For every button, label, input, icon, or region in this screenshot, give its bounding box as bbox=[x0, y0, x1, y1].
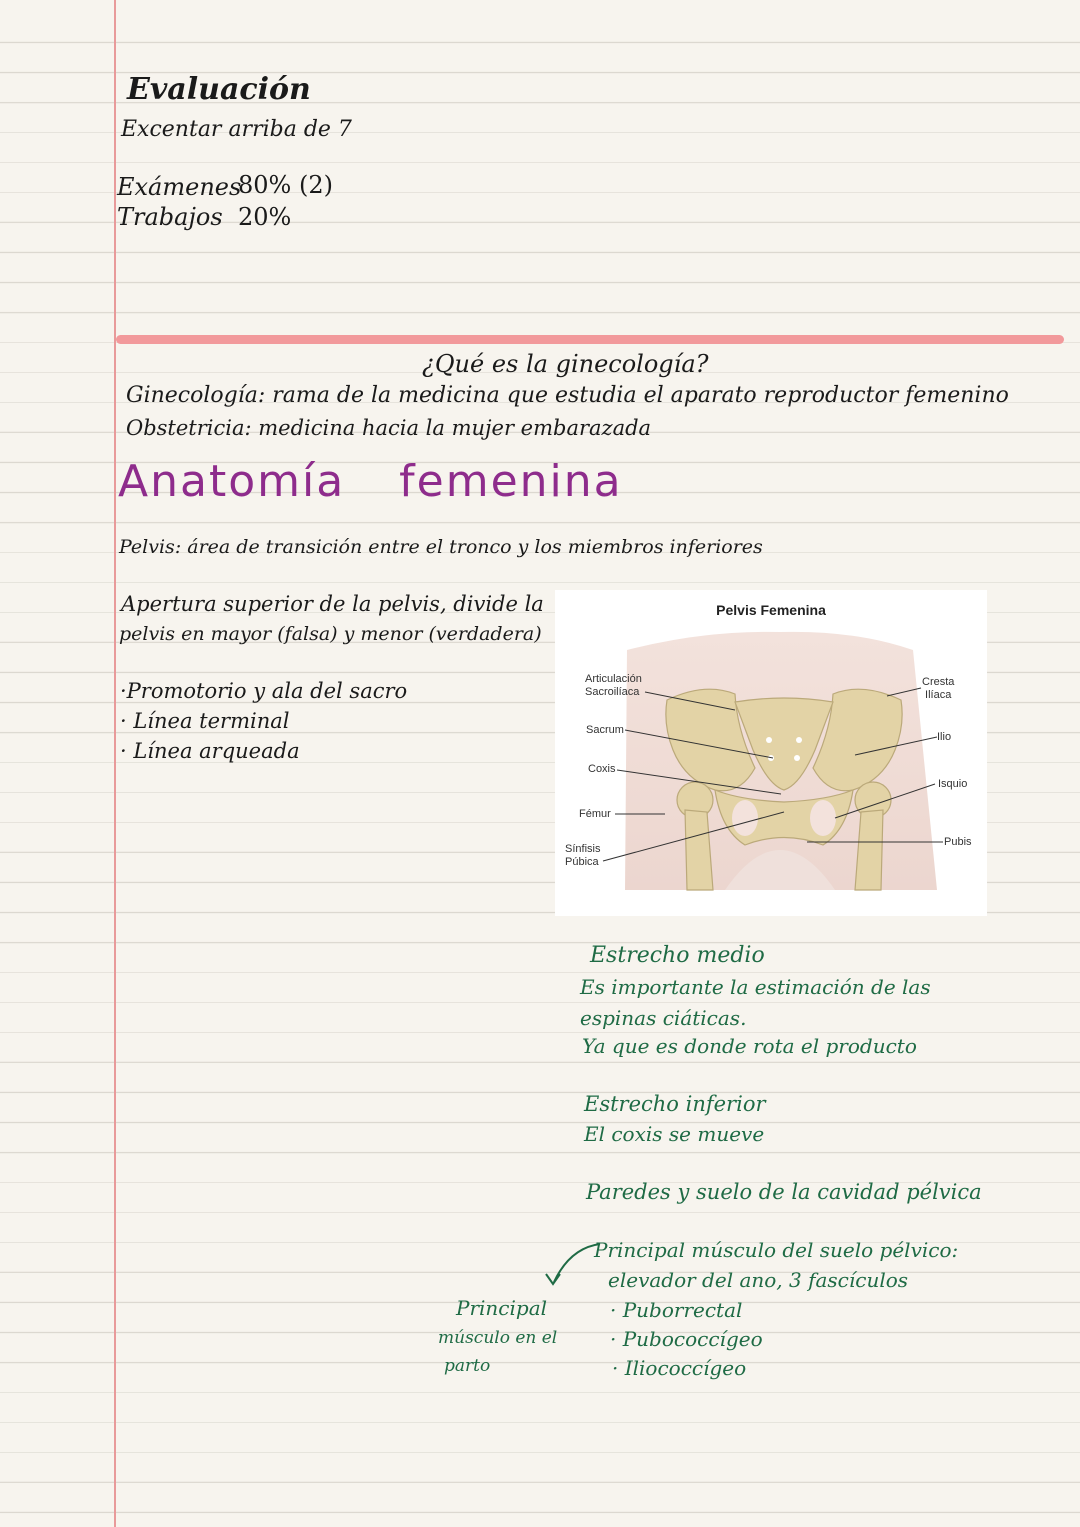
label-sacrum: Sacrum bbox=[586, 724, 624, 736]
apertura-line-1: Apertura superior de la pelvis, divide la bbox=[121, 592, 544, 616]
estrecho-medio-line-1: Es importante la estimación de las bbox=[580, 975, 931, 999]
anatomia-title-word2: femenina bbox=[399, 456, 623, 507]
label-pubis: Pubis bbox=[944, 836, 972, 848]
estrecho-medio-line-2: espinas ciáticas. bbox=[580, 1006, 747, 1030]
principal-musculo-line-2: elevador del ano, 3 fascículos bbox=[608, 1268, 909, 1292]
bullet-linea-arqueada: · Línea arqueada bbox=[120, 739, 300, 763]
pelvis-figure bbox=[555, 590, 987, 916]
label-coxis: Coxis bbox=[588, 763, 616, 775]
paredes-title: Paredes y suelo de la cavidad pélvica bbox=[586, 1180, 982, 1204]
exentar-note: Excentar arriba de 7 bbox=[121, 117, 352, 142]
obstetricia-definition: Obstetricia: medicina hacia la mujer embarazada bbox=[126, 416, 652, 440]
bullet-promontorio: ·Promotorio y ala del sacro bbox=[120, 679, 408, 703]
label-ilio: Ilio bbox=[937, 731, 952, 743]
trabajos-label: Trabajos bbox=[117, 203, 223, 231]
fasciculo-puborrectal: · Puborrectal bbox=[610, 1298, 743, 1322]
figure-title: Pelvis Femenina bbox=[716, 602, 826, 618]
examenes-value: 80% (2) bbox=[238, 171, 333, 199]
bullet-linea-terminal: · Línea terminal bbox=[120, 709, 290, 733]
estrecho-inferior-title: Estrecho inferior bbox=[584, 1092, 766, 1116]
principal-musculo-line-1: Principal músculo del suelo pélvico: bbox=[594, 1238, 959, 1262]
ginecologia-definition: Ginecología: rama de la medicina que estudia el aparato reproductor femenino bbox=[126, 383, 1009, 408]
anatomia-title-word1: Anatomía bbox=[118, 456, 346, 507]
side-note-line-3: parto bbox=[444, 1356, 491, 1376]
section-divider bbox=[116, 335, 1064, 344]
estrecho-medio-line-3: Ya que es donde rota el producto bbox=[582, 1034, 917, 1058]
evaluacion-heading: Evaluación bbox=[127, 72, 311, 107]
apertura-line-2: pelvis en mayor (falsa) y menor (verdadera) bbox=[119, 623, 542, 645]
side-note-line-1: Principal bbox=[456, 1296, 548, 1320]
anatomia-title bbox=[118, 456, 623, 507]
estrecho-medio-title: Estrecho medio bbox=[590, 943, 765, 968]
label-femur: Fémur bbox=[579, 808, 611, 820]
label-sinfisis-pubica: Sínfisis Púbica bbox=[565, 843, 601, 868]
estrecho-inferior-line-1: El coxis se mueve bbox=[584, 1122, 765, 1146]
examenes-label: Exámenes bbox=[117, 173, 242, 201]
pelvis-definition: Pelvis: área de transición entre el tronco y los miembros inferiores bbox=[119, 536, 763, 558]
pelvis-illustration bbox=[555, 590, 987, 916]
question-heading: ¿Qué es la ginecología? bbox=[422, 350, 709, 378]
label-articulacion-sacroiliaca: Articulación Sacroilíaca bbox=[585, 673, 642, 698]
side-note-line-2: músculo en el bbox=[438, 1328, 558, 1348]
label-isquio: Isquio bbox=[938, 778, 968, 790]
margin-line bbox=[114, 0, 116, 1527]
label-cresta-iliaca: Cresta Ilíaca bbox=[922, 676, 955, 701]
trabajos-value: 20% bbox=[238, 203, 292, 231]
fasciculo-iliococcigeo: · Iliococcígeo bbox=[612, 1356, 747, 1380]
fasciculo-pubococcigeo: · Pubococcígeo bbox=[610, 1327, 763, 1351]
